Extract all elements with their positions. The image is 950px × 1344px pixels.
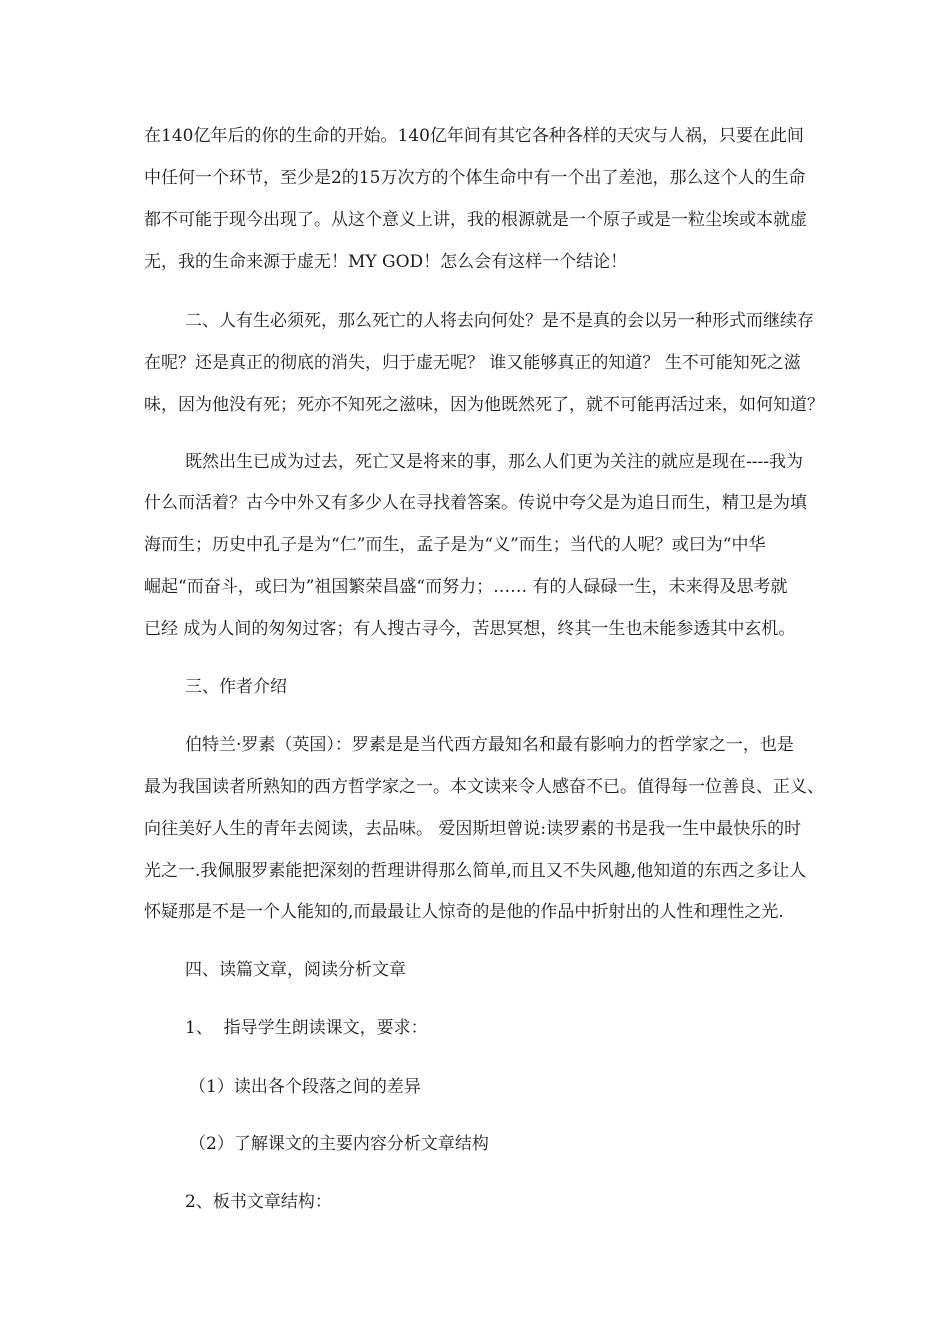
p3-line-3: 海而生；历史中孔子是为“仁”而生，孟子是为“义”而生；当代的人呢？或曰为“中华 bbox=[144, 535, 766, 555]
p4-line-2: 最为我国读者所熟知的西方哲学家之一。本文读来令人感奋不已。值得每一位善良、正义、 bbox=[144, 777, 824, 797]
section-heading-author: 三、作者介绍 bbox=[185, 677, 287, 697]
p3-line-2: 什么而活着？古今中外又有多少人在寻找着答案。传说中夸父是为追日而生，精卫是为填 bbox=[144, 493, 807, 513]
p4-line-4: 光之一.我佩服罗素能把深刻的哲理讲得那么简单,而且又不失风趣,他知道的东西之多让人 bbox=[144, 861, 807, 881]
list-item-1: 1、 指导学生朗读课文，要求： bbox=[185, 1018, 428, 1038]
sub-item-2: （2）了解课文的主要内容分析文章结构 bbox=[189, 1134, 489, 1154]
p1-line-4: 无，我的生命来源于虚无！MY GOD！怎么会有这样一个结论！ bbox=[144, 252, 628, 272]
p2-line-3: 味，因为他没有死；死亦不知死之滋味，因为他既然死了，就不可能再活过来，如何知道？ bbox=[144, 395, 824, 415]
section-heading-reading: 四、读篇文章，阅读分析文章 bbox=[185, 960, 406, 980]
p1-line-3: 都不可能于现今出现了。从这个意义上讲，我的根源就是一个原子或是一粒尘埃或本就虚 bbox=[144, 210, 807, 230]
p1-line-1: 在140亿年后的你的生命的开始。140亿年间有其它各种各样的天灾与人祸，只要在此间 bbox=[144, 126, 804, 146]
p2-line-2: 在呢？还是真正的彻底的消失，归于虚无呢？ 谁又能够真正的知道？ 生不可能知死之滋 bbox=[144, 353, 801, 373]
p3-line-1: 既然出生已成为过去，死亡又是将来的事，那么人们更为关注的就应是现在----我为 bbox=[185, 452, 803, 472]
p4-line-1: 伯特兰·罗素（英国）：罗素是是当代西方最知名和最有影响力的哲学家之一，也是 bbox=[185, 735, 794, 755]
p2-line-1: 二、人有生必须死，那么死亡的人将去向何处？是不是真的会以另一种形式而继续存 bbox=[185, 311, 814, 331]
p3-line-5: 已经 成为人间的匆匆过客；有人搜古寻今，苦思冥想，终其一生也未能参透其中玄机。 bbox=[144, 619, 796, 639]
list-item-2: 2、板书文章结构： bbox=[185, 1192, 332, 1212]
p3-line-4: 崛起“而奋斗，或曰为”祖国繁荣昌盛“而努力；…… 有的人碌碌一生，未来得及思考就 bbox=[144, 577, 788, 597]
p4-line-3: 向往美好人生的青年去阅读，去品味。 爱因斯坦曾说:读罗素的书是我一生中最快乐的时 bbox=[144, 819, 802, 839]
sub-item-1: （1）读出各个段落之间的差异 bbox=[189, 1077, 421, 1097]
p1-line-2: 中任何一个环节，至少是2的15万次方的个体生命中有一个出了差池，那么这个人的生命 bbox=[144, 168, 806, 188]
p4-line-5: 怀疑那是不是一个人能知的,而最最让人惊奇的是他的作品中折射出的人性和理性之光. bbox=[144, 902, 784, 922]
